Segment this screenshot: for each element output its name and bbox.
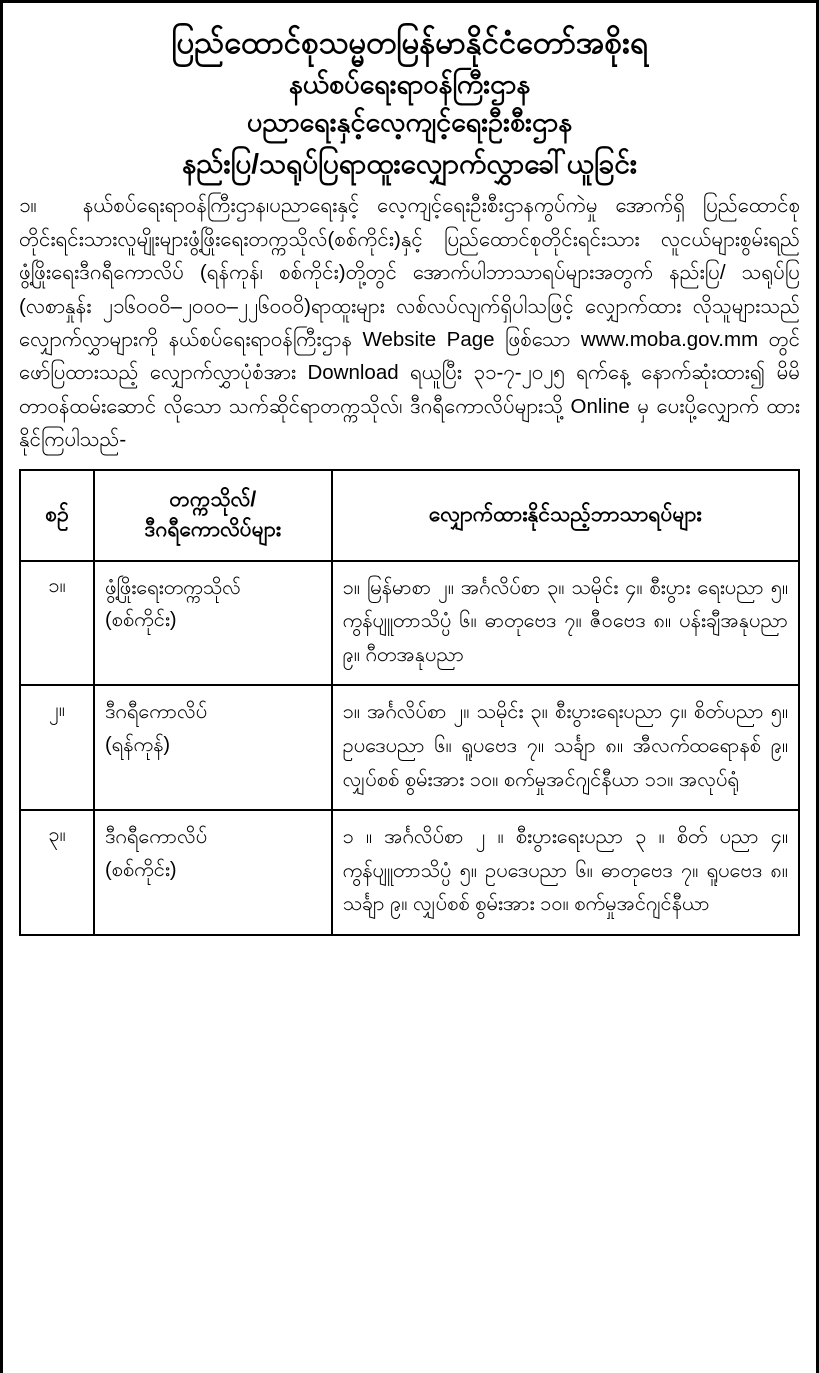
table-header-subjects: လျှောက်ထားနိုင်သည့်ဘာသာရပ်များ [332,470,799,561]
heading-line-1: ပြည်ထောင်စုသမ္မတမြန်မာနိုင်ငံတော်အစိုးရ [171,25,648,60]
table-header-no: စဉ် [20,470,94,561]
vacancy-table [19,469,800,936]
document-heading [19,21,800,183]
table-header-row [20,470,799,561]
row-institution [94,561,332,686]
heading-line-4: နည်းပြ/သရုပ်ပြရာထူးလျှောက်လွှာခေါ်ယူခြင်း [181,147,638,179]
table-row [20,685,799,810]
row-subjects: ၁။ မြန်မာစာ ၂။ အင်္ဂလိပ်စာ ၃။ သမိုင်း ၄။ စီးပွား ရေးပညာ ၅။ ကွန်ပျူတာသိပ္ပံ ၆။ ဓာတုဗေဒ ၇။ ဇီဝဗေဒ ၈။ ပန်းချီအနုပညာ ၉။ ဂီတအနုပညာ [332,561,799,686]
row-institution-line1: ဒီဂရီကောလိပ် [105,701,208,724]
row-subjects: ၁ ။ အင်္ဂလိပ်စာ ၂ ။ စီးပွားရေးပညာ ၃ ။ စိတ် ပညာ ၄။ ကွန်ပျူတာသိပ္ပံ ၅။ ဥပဒေပညာ ၆။ ဓာတုဗေဒ ၇။ ရူပဗေဒ ၈။ သင်္ချာ ၉။ လျှပ်စစ် စွမ်းအား ၁၀။ စက်မှုအင်ဂျင်နီယာ [332,810,799,935]
row-institution-line1: ဖွံ့ဖြိုးရေးတက္ကသိုလ် [105,576,241,599]
paragraph-number: ၁။ [19,194,37,218]
paragraph-text: နယ်စပ်ရေးရာဝန်ကြီးဌာန၊ပညာရေးနှင့် လေ့ကျင့်ရေးဦးစီးဌာနကွပ်ကဲမှု အောက်ရှိ ပြည်ထောင်စု တိုင်းရင်းသားလူမျိုးများဖွံ့ဖြိုးရေးတက္ကသိုလ်(စစ်ကိုင်း)နှင့် ပြည်ထောင်စုတိုင်းရင်းသား လူငယ်များစွမ်းရည် ဖွံ့ဖြိုးရေးဒီဂရီကောလိပ် (ရန်ကုန်၊ စစ်ကိုင်း)တို့တွင် အောက်ပါဘာသာရပ်များအတွက် နည်းပြ/ သရုပ်ပြ (လစာနှုန်း ၂၁၆၀၀ဝိ–၂၀၀၀–၂၂၆၀၀ဝိ)ရာထူးများ လစ်လပ်လျက်ရှိပါသဖြင့် လျှောက်ထား လိုသူများသည် လျှောက်လွှာများကို နယ်စပ်ရေးရာဝန်ကြီးဌာန Website Page ဖြစ်သော www.moba.gov.mm တွင် ဖော်ပြထားသည့် လျှောက်လွှာပုံစံအား Download ရယူပြီး ၃၁-၇-၂၀၂၅ ရက်နေ့ နောက်ဆုံးထား၍ မိမိ တာဝန်ထမ်းဆောင် လိုသော သက်ဆိုင်ရာတက္ကသိုလ်၊ ဒီဂရီကောလိပ်များသို့ Online မှ ပေးပို့လျှောက် ထားနိုင်ကြပါသည်- [19,194,800,452]
table-row [20,561,799,686]
row-institution-line2: (ရန်ကုန်) [105,733,171,756]
row-institution [94,685,332,810]
page-bottom-spacer [19,936,800,962]
announcement-paragraph [19,189,800,456]
heading-line-2: နယ်စပ်ရေးရာဝန်ကြီးဌာန [288,69,531,100]
row-institution-line2: (စစ်ကိုင်း) [105,858,177,881]
row-no: ၃။ [20,810,94,935]
row-institution [94,810,332,935]
table-header-institution-line1: တက္ကသိုလ်/ [169,487,257,511]
row-institution-line1: ဒီဂရီကောလိပ် [105,826,208,849]
table-row [20,810,799,935]
row-institution-line2: (စစ်ကိုင်း) [105,608,177,631]
table-header-institution-line2: ဒီဂရီကောလိပ်များ [144,518,282,542]
heading-line-3: ပညာရေးနှင့်လေ့ကျင့်ရေးဦးစီးဌာန [246,107,573,138]
row-no: ၁။ [20,561,94,686]
row-no: ၂။ [20,685,94,810]
table-header-institution [94,470,332,561]
row-subjects: ၁။ အင်္ဂလိပ်စာ ၂။ သမိုင်း ၃။ စီးပွားရေးပညာ ၄။ စိတ်ပညာ ၅။ ဥပဒေပညာ ၆။ ရူပဗေဒ ၇။ သင်္ချာ ၈။ အီလက်ထရောနစ် ၉။ လျှပ်စစ် စွမ်းအား ၁၀။ စက်မှုအင်ဂျင်နီယာ ၁၁။ အလုပ်ရုံ [332,685,799,810]
